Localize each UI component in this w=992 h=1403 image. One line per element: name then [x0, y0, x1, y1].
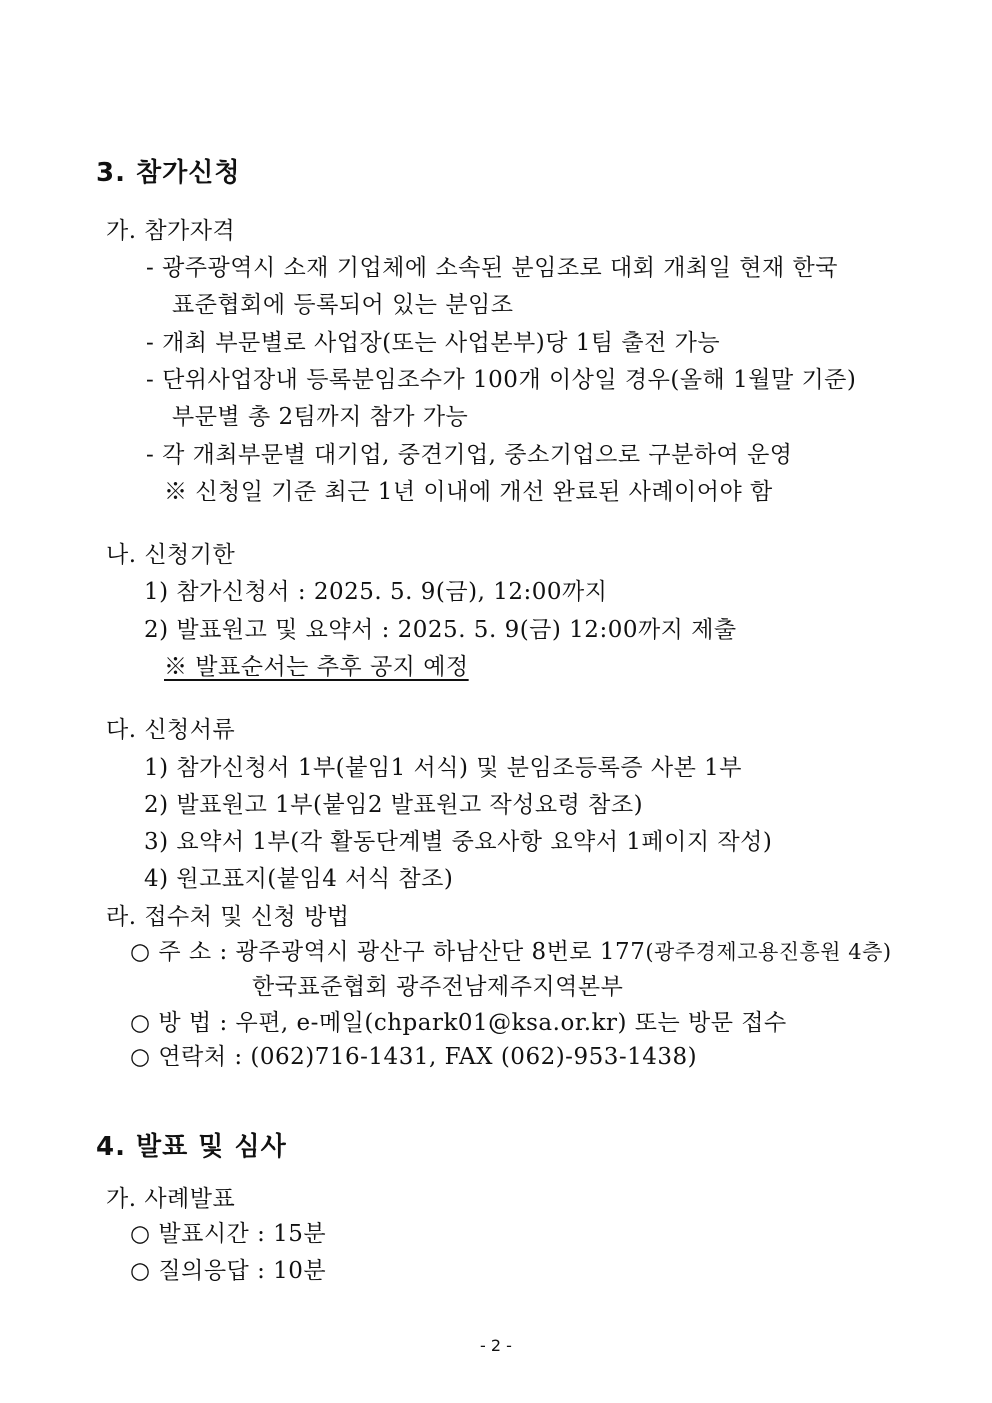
deadline-note: ※ 발표순서는 추후 공지 예정 — [164, 654, 469, 680]
address-line — [130, 937, 892, 967]
page-number: - 2 - — [480, 1336, 512, 1355]
address-line-2: 한국표준협회 광주전남제주지역본부 — [252, 974, 624, 1000]
eligibility-item-3: - 단위사업장내 등록분임조수가 100개 이상일 경우(올해 1월말 기준) — [146, 367, 857, 393]
section-3a-heading: 가. 참가자격 — [106, 218, 236, 244]
section-3-title: 3. 참가신청 — [96, 158, 241, 188]
deadline-item-1: 1) 참가신청서 : 2025. 5. 9(금), 12:00까지 — [144, 579, 608, 605]
eligibility-item-2: - 개최 부문별로 사업장(또는 사업본부)당 1팀 출전 가능 — [146, 330, 721, 356]
document-item-3: 3) 요약서 1부(각 활동단계별 중요사항 요약서 1페이지 작성) — [144, 829, 773, 855]
eligibility-note: ※ 신청일 기준 최근 1년 이내에 개선 완료된 사례이어야 함 — [164, 479, 773, 505]
document-item-1: 1) 참가신청서 1부(붙임1 서식) 및 분임조등록증 사본 1부 — [144, 755, 742, 781]
eligibility-item-3-cont: 부문별 총 2팀까지 참가 가능 — [172, 404, 469, 430]
eligibility-item-4: - 각 개최부문별 대기업, 중견기업, 중소기업으로 구분하여 운영 — [146, 442, 793, 468]
section-3c-heading: 다. 신청서류 — [106, 717, 236, 743]
presentation-time: ○ 발표시간 : 15분 — [130, 1221, 327, 1247]
deadline-item-2: 2) 발표원고 및 요약서 : 2025. 5. 9(금) 12:00까지 제출 — [144, 617, 737, 643]
submission-method: ○ 방 법 : 우편, e-메일(chpark01@ksa.or.kr) 또는 방문 접수 — [130, 1010, 787, 1036]
document-item-2: 2) 발표원고 1부(붙임2 발표원고 작성요령 참조) — [144, 792, 644, 818]
section-4-title: 4. 발표 및 심사 — [96, 1132, 287, 1162]
section-3d-heading: 라. 접수처 및 신청 방법 — [106, 904, 350, 930]
eligibility-item-1-cont: 표준협회에 등록되어 있는 분임조 — [172, 292, 514, 318]
section-3b-heading: 나. 신청기한 — [106, 542, 236, 568]
document-item-4: 4) 원고표지(붙임4 서식 참조) — [144, 866, 454, 892]
contact-info: ○ 연락처 : (062)716-1431, FAX (062)-953-1438) — [130, 1044, 698, 1070]
address-extra: (광주경제고용진흥원 4층) — [645, 940, 892, 964]
section-4a-heading: 가. 사례발표 — [106, 1186, 236, 1212]
address-label: ○ 주 소 : 광주광역시 광산구 하남산단 8번로 177 — [130, 939, 646, 965]
eligibility-item-1: - 광주광역시 소재 기업체에 소속된 분임조로 대회 개최일 현재 한국 — [146, 255, 838, 281]
qa-time: ○ 질의응답 : 10분 — [130, 1258, 327, 1284]
